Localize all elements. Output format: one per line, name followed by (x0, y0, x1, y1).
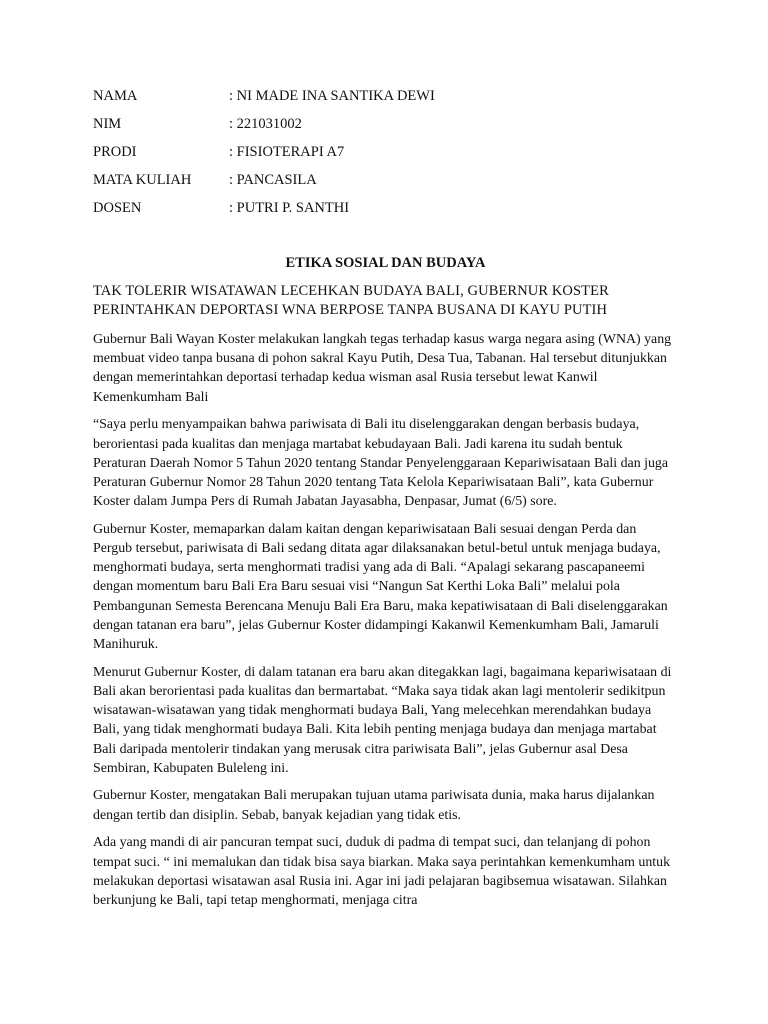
document-body (93, 252, 678, 910)
identity-label: PRODI (93, 144, 137, 160)
identity-row-prodi (93, 142, 653, 170)
identity-value: : PUTRI P. SANTHI (229, 200, 350, 216)
paragraph: Gubernur Koster, memaparkan dalam kaitan dengan kepariwisataan Bali sesuai dengan Perda dan Pergub tersebut, pariwisata di Bali sedang ditata agar dilaksanakan betul-betul untuk menjaga budaya, menghormati budaya, serta menghormati tradisi yang ada di Bali. “Apalagi sekarang pascapaneemi dengan momentum baru Bali Era Baru sesuai visi “Nangun Sat Kerthi Loka Bali” melalui pola Pembangunan Semesta Berencana Menuju Bali Era Baru, maka kepatiwisataan di Bali diselenggarakan dengan tatanan era baru”, jelas Gubernur Koster didampingi Kakanwil Kemenkumham Bali, Jamaruli Manihuruk. (93, 521, 668, 653)
article-headline: TAK TOLERIR WISATAWAN LECEHKAN BUDAYA BALI, GUBERNUR KOSTER PERINTAHKAN DEPORTASI WNA BERPOSE TANPA BUSANA DI KAYU PUTIH (93, 283, 609, 318)
paragraph: Menurut Gubernur Koster, di dalam tatanan era baru akan ditegakkan lagi, bagaimana kepariwisataan di Bali akan berorientasi pada kualitas dan bermartabat. “Maka saya tidak akan lagi mentolerir sedikitpun wisatawan-wisatawan yang tidak menghormati budaya Bali, Yang melecehkan merendahkan budaya Bali, yang tidak menghormati budaya Bali. Kita lebih penting menjaga budaya dan menjaga martabat Bali daripada mentolerir tindakan yang merusak citra pariwisata Bali”, jelas Gubernur asal Desa Sembiran, Kabupaten Buleleng ini. (93, 664, 672, 776)
paragraph: “Saya perlu menyampaikan bahwa pariwisata di Bali itu diselenggarakan dengan berbasis budaya, berorientasi pada kualitas dan menjaga martabat kebudayaan Bali. Jadi karena itu sudah bentuk Peraturan Daerah Nomor 5 Tahun 2020 tentang Standar Penyelenggaraan Kepariwisataan Bali dan juga Peraturan Gubernur Nomor 28 Tahun 2020 tentang Tata Kelola Kepariwisataan Bali”, kata Gubernur Koster dalam Jumpa Pers di Rumah Jabatan Jayasabha, Denpasar, Jumat (6/5) sore. (93, 417, 669, 510)
identity-label: NAMA (93, 88, 138, 104)
identity-label: DOSEN (93, 200, 142, 216)
paragraph: Ada yang mandi di air pancuran tempat suci, duduk di padma di tempat suci, dan telanjang di pohon tempat suci. “ ini memalukan dan tidak bisa saya biarkan. Maka saya perintahkan kemenkumham untuk melakukan deportasi wisatawan asal Rusia ini. Agar ini jadi pelajaran bagibsemua wisatawan. Silahkan berkunjung ke Bali, tapi tetap menghormati, menjaga citra (93, 835, 671, 908)
identity-row-nama (93, 86, 653, 114)
identity-value: : FISIOTERAPI A7 (229, 144, 345, 160)
identity-value: : PANCASILA (229, 172, 317, 188)
paragraph: Gubernur Bali Wayan Koster melakukan langkah tegas terhadap kasus warga negara asing (WNA) yang membuat video tanpa busana di pohon sakral Kayu Putih, Desa Tua, Tabanan. Hal tersebut ditunjukkan dengan memerintahkan deportasi terhadap kedua wisman asal Rusia tersebut lewat Kanwil Kemenkumham Bali (93, 332, 672, 405)
identity-row-mata-kuliah (93, 170, 653, 198)
identity-value: : NI MADE INA SANTIKA DEWI (229, 88, 435, 104)
identity-value: : 221031002 (229, 116, 302, 132)
identity-label: MATA KULIAH (93, 172, 192, 188)
paragraph: Gubernur Koster, mengatakan Bali merupakan tujuan utama pariwisata dunia, maka harus dijalankan dengan tertib dan disiplin. Sebab, banyak kejadian yang tidak etis. (93, 788, 655, 823)
identity-label: NIM (93, 116, 122, 132)
identity-row-dosen (93, 198, 653, 226)
identity-row-nim (93, 114, 653, 142)
student-identity-block (93, 86, 653, 226)
section-title: ETIKA SOSIAL DAN BUDAYA (285, 255, 486, 271)
